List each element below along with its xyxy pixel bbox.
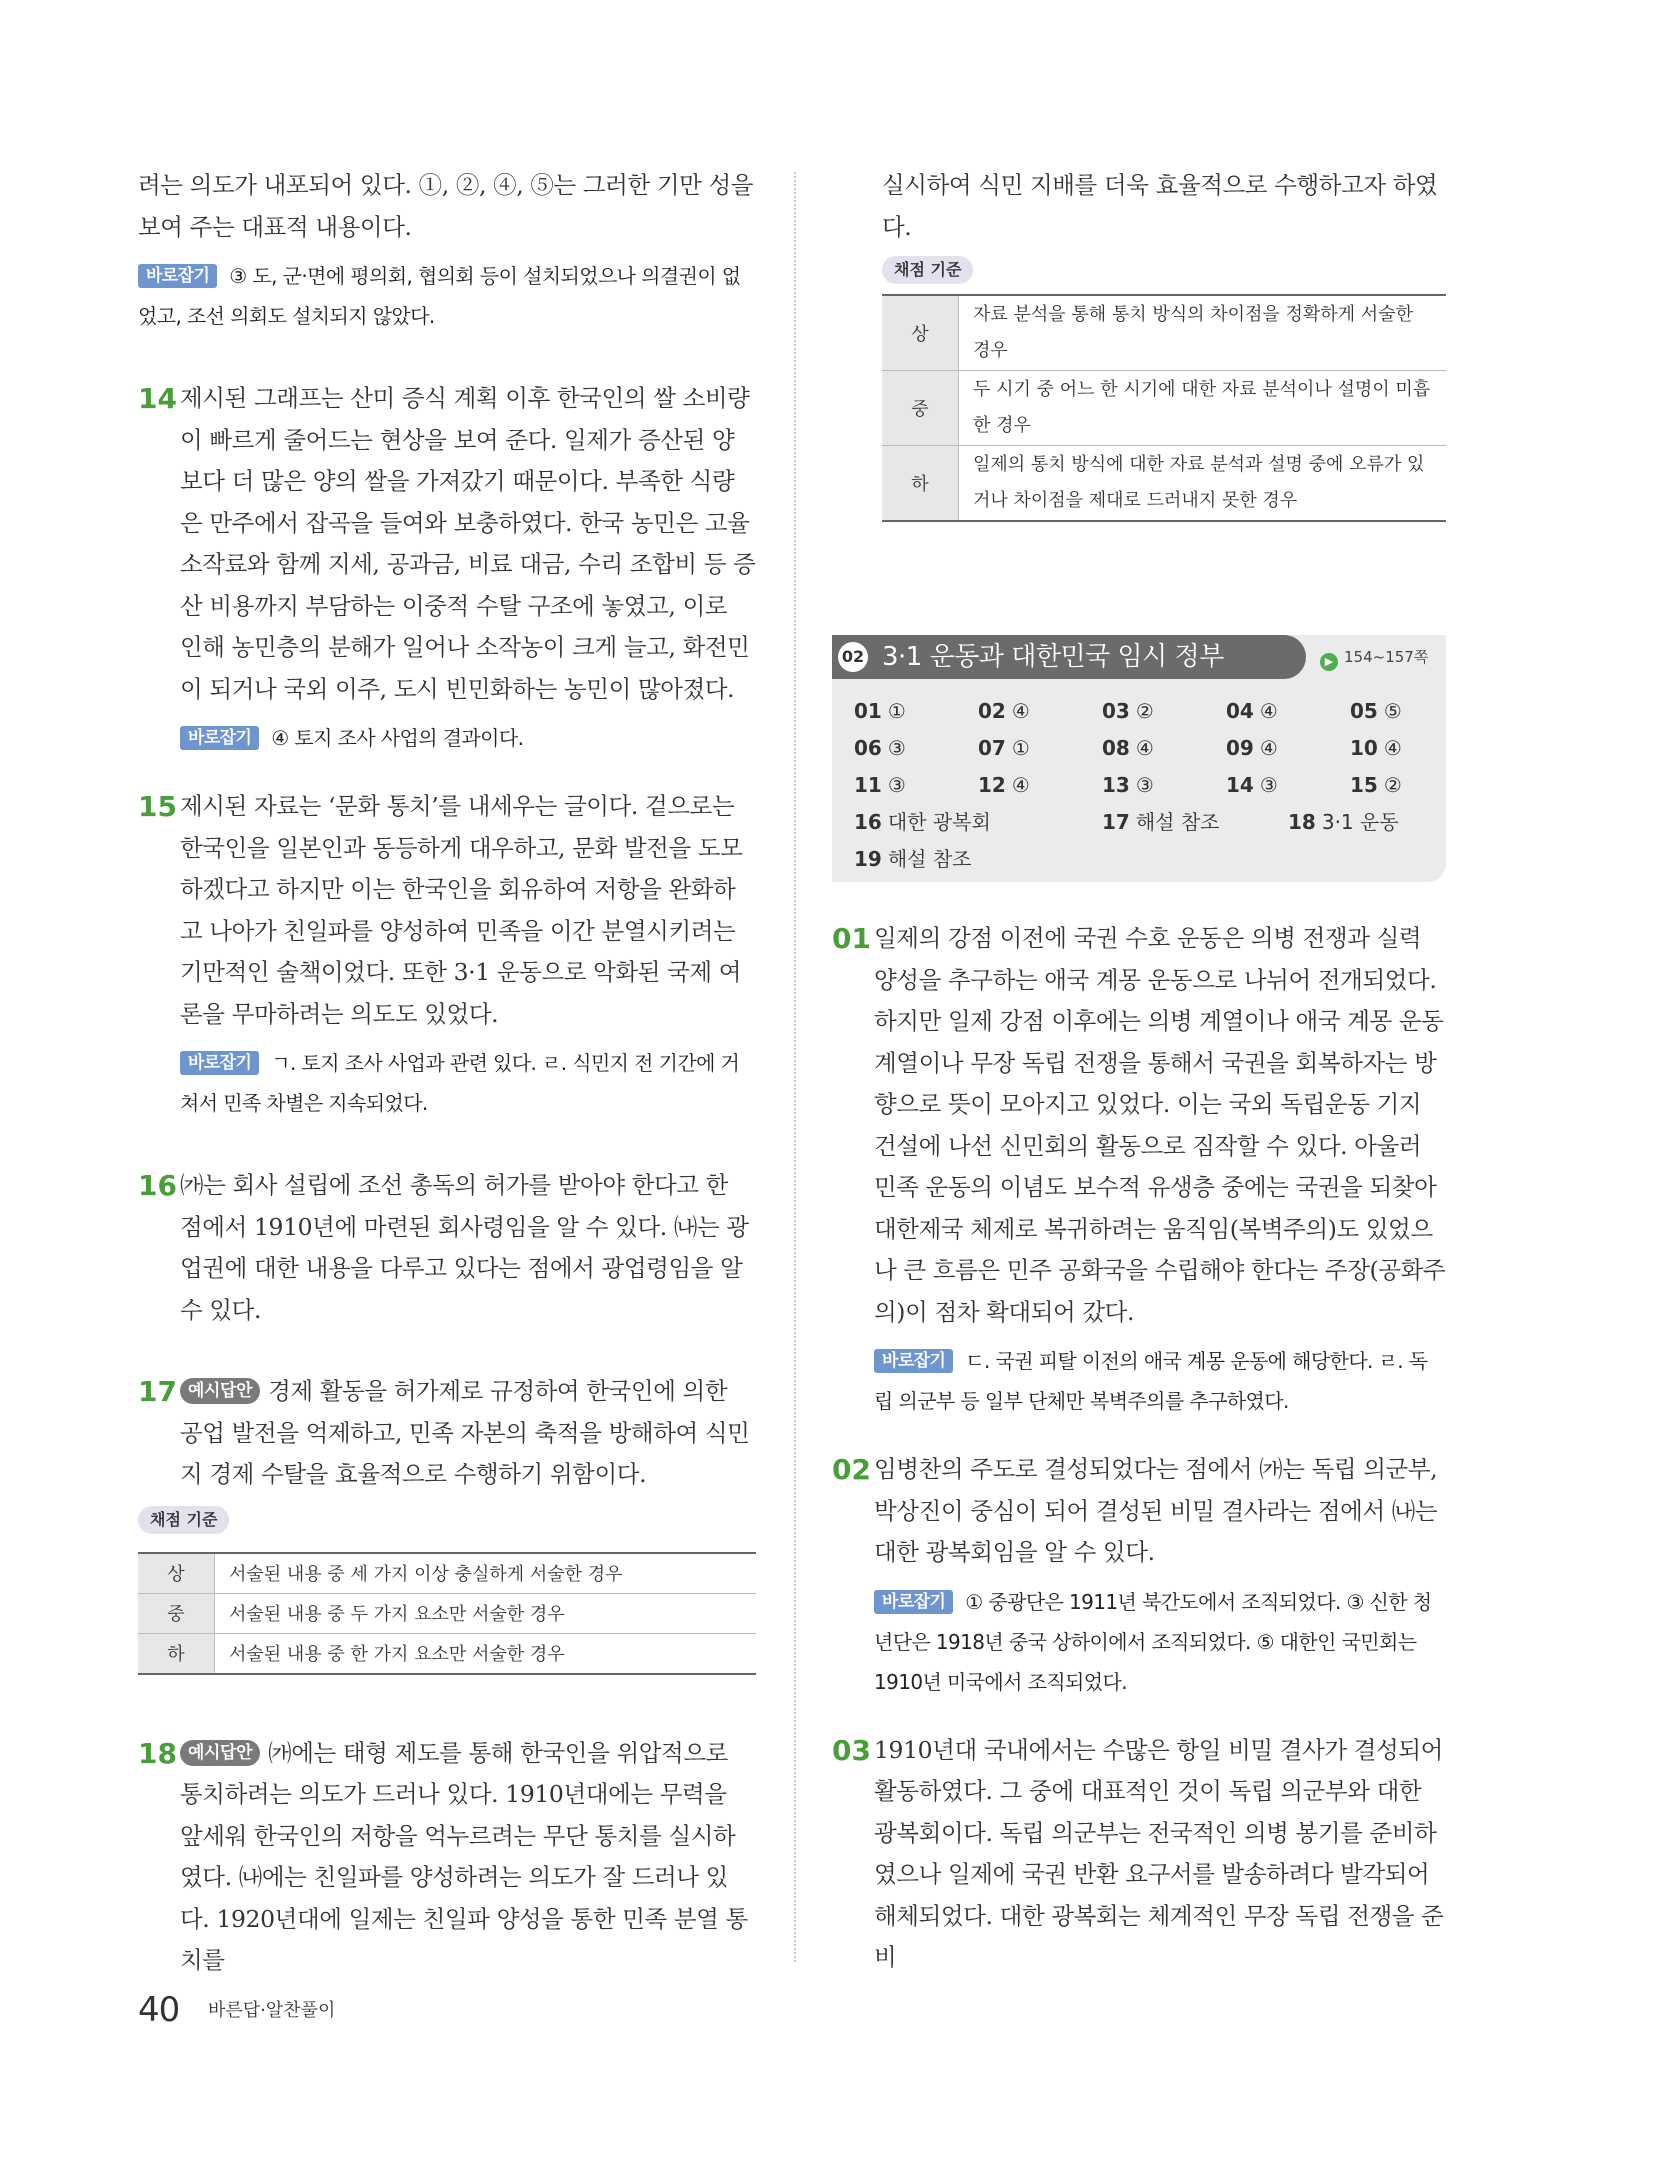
question-text: 제시된 그래프는 산미 증식 계획 이후 한국인의 쌀 소비량이 빠르게 줄어드는 현상을 보여 준다. 일제가 증산된 양보다 더 많은 양의 쌀을 가져갔기 때문이다. 부족한 식량은 만주에서 잡곡을 들여와 보충하였다. 한국 농민은 고율 소작료와 함께 지세, 공과금, 비료 대금, 수리 조합비 등 증산 비용까지 부담하는 이중적 수탈 구조에 놓였고, 이로 인해 농민층의 분해가 일어나 소작농이 크게 늘고, 화전민이 되거나 국외 이주, 도시 빈민화하는 농민이 많아졌다. <box>180 384 756 703</box>
answer-item: 09 ④ <box>1226 736 1278 760</box>
question-text: 임병찬의 주도로 결성되었다는 점에서 ㈎는 독립 의군부, 박상진이 중심이 되어 결성된 비밀 결사라는 점에서 ㈏는 대한 광복회임을 알 수 있다. <box>874 1455 1438 1566</box>
question-number: 02 <box>832 1453 871 1486</box>
criteria-desc: 두 시기 중 어느 한 시기에 대한 자료 분석이나 설명이 미흡한 경우 <box>959 371 1447 446</box>
question-text: ㈎는 회사 설립에 조선 총독의 허가를 받아야 한다고 한 점에서 1910년에 마련된 회사령임을 알 수 있다. ㈏는 광업권에 대한 내용을 다루고 있다는 점에서 광업령임을 알 수 있다. <box>180 1171 749 1324</box>
question-correction <box>832 1582 1446 1702</box>
answer-item: 18 3·1 운동 <box>1288 810 1399 834</box>
criteria-desc: 서술된 내용 중 두 가지 요소만 서술한 경우 <box>215 1593 757 1633</box>
left-column <box>138 165 756 1982</box>
answer-item: 04 ④ <box>1226 699 1278 723</box>
criteria-desc: 서술된 내용 중 세 가지 이상 충실하게 서술한 경우 <box>215 1553 757 1594</box>
question-18 <box>138 1733 756 1982</box>
correction-text: ④ 토지 조사 사업의 결과이다. <box>271 726 524 750</box>
question-number: 01 <box>832 922 871 955</box>
question-number: 15 <box>138 790 177 823</box>
question-number: 14 <box>138 382 177 415</box>
answer-item: 16 대한 광복회 <box>854 810 991 834</box>
correction-text: ③ 도, 군·면에 평의회, 협의회 등이 설치되었으나 의결권이 없었고, 조선 의회도 설치되지 않았다. <box>138 264 741 328</box>
correction-tag: 바로잡기 <box>874 1349 953 1373</box>
answer-item: 02 ④ <box>978 699 1030 723</box>
criteria-block <box>138 1506 756 1675</box>
correction-tag: 바로잡기 <box>138 264 217 288</box>
answer-item: 12 ④ <box>978 773 1030 797</box>
page-reference-icon: ▶ <box>1320 653 1338 671</box>
section-title: 3·1 운동과 대한민국 임시 정부 <box>882 642 1224 672</box>
answer-item: 08 ④ <box>1102 736 1154 760</box>
question-text: 제시된 자료는 ‘문화 통치’를 내세우는 글이다. 겉으로는 한국인을 일본인과 동등하게 대우하고, 문화 발전을 도모하겠다고 하지만 이는 한국인을 회유하여 저항을 완화하고 나아가 친일파를 양성하여 민족을 이간 분열시키려는 기만적인 술책이었다. 또한 3·1 운동으로 악화된 국제 여론을 무마하려는 의도도 있었다. <box>180 792 743 1028</box>
criteria-grade: 하 <box>882 446 959 522</box>
criteria-row <box>882 446 1446 522</box>
answer-item: 06 ③ <box>854 736 906 760</box>
criteria-grade: 중 <box>882 371 959 446</box>
question-correction <box>138 1043 756 1123</box>
question-03 <box>832 1730 1446 1979</box>
answer-item: 17 해설 참조 <box>1102 810 1220 834</box>
question-16 <box>138 1165 756 1331</box>
question-text-body: ㈎에는 태형 제도를 통해 한국인을 위압적으로 통치하려는 의도가 드러나 있다. 1910년대에는 무력을 앞세워 한국인의 저항을 억누르려는 무단 통치를 실시하였다. ㈏에는 친일파를 양성하려는 의도가 잘 드러나 있다. 1920년대에 일제는 친일파 양성을 통한 민족 분열 통치를 <box>180 1738 748 1974</box>
criteria-row <box>882 371 1446 446</box>
question-text-body: 경제 활동을 허가제로 규정하여 한국인에 의한 공업 발전을 억제하고, 민족 자본의 축적을 방해하여 식민지 경제 수탈을 효율적으로 수행하기 위함이다. <box>180 1377 750 1488</box>
answer-item: 03 ② <box>1102 699 1154 723</box>
section-header <box>832 635 1306 679</box>
criteria-desc: 일제의 통치 방식에 대한 자료 분석과 설명 중에 오류가 있거나 차이점을 제대로 드러내지 못한 경우 <box>959 446 1447 522</box>
footer-title: 바른답·알찬풀이 <box>208 2000 336 2021</box>
answer-item: 07 ① <box>978 736 1030 760</box>
answer-item: 14 ③ <box>1226 773 1278 797</box>
section-number: 02 <box>838 642 868 672</box>
question-number: 03 <box>832 1733 871 1767</box>
section-pages-text: 154~157쪽 <box>1344 648 1429 666</box>
answer-item: 15 ② <box>1350 773 1402 797</box>
intro-correction <box>138 256 756 336</box>
continued-text: 실시하여 식민 지배를 더욱 효율적으로 수행하고자 하였다. <box>882 171 1438 241</box>
criteria-grade: 상 <box>882 295 959 371</box>
question-number: 17 <box>138 1375 177 1408</box>
correction-text: ㄷ. 국권 피탈 이전의 애국 계몽 운동에 해당한다. ㄹ. 독립 의군부 등 일부 단체만 복벽주의를 추구하였다. <box>874 1349 1428 1413</box>
question-text <box>138 1371 756 1496</box>
criteria-grade: 상 <box>138 1553 215 1594</box>
answer-item: 10 ④ <box>1350 736 1402 760</box>
question-01 <box>832 918 1446 1421</box>
example-answer-tag: 예시답안 <box>180 1740 260 1766</box>
page-number: 40 <box>138 1990 180 2030</box>
question-14 <box>138 378 756 758</box>
correction-tag: 바로잡기 <box>180 1051 259 1075</box>
answer-item: 11 ③ <box>854 773 906 797</box>
question-number: 18 <box>138 1736 177 1770</box>
question-text: 일제의 강점 이전에 국권 수호 운동은 의병 전쟁과 실력 양성을 추구하는 애국 계몽 운동으로 나뉘어 전개되었다. 하지만 일제 강점 이후에는 의병 계열이나 애국 계몽 운동 계열이나 무장 독립 전쟁을 통해서 국권을 회복하자는 방향으로 뜻이 모아지고 있었다. 이는 국외 독립운동 기지 건설에 나선 신민회의 활동으로 짐작할 수 있다. 아울러 민족 운동의 이념도 보수적 유생층 중에는 국권을 되찾아 대한제국 체제로 복귀하려는 움직임(복벽주의)도 있었으나 큰 흐름은 민주 공화국을 수립해야 한다는 주장(공화주의)이 점차 확대되어 갔다. <box>874 924 1446 1326</box>
criteria-block <box>832 256 1446 522</box>
right-column <box>832 165 1446 1971</box>
criteria-tag: 채점 기준 <box>882 256 973 284</box>
correction-text: ㄱ. 토지 조사 사업과 관련 있다. ㄹ. 식민지 전 기간에 거쳐서 민족 차별은 지속되었다. <box>180 1051 740 1115</box>
intro-paragraph: 려는 의도가 내포되어 있다. ①, ②, ④, ⑤는 그러한 기만 성을 보여 주는 대표적 내용이다. <box>138 171 754 241</box>
section-pages <box>1320 643 1428 671</box>
criteria-desc: 자료 분석을 통해 통치 방식의 차이점을 정확하게 서술한 경우 <box>959 295 1447 371</box>
criteria-row <box>138 1553 756 1594</box>
correction-tag: 바로잡기 <box>874 1590 953 1614</box>
question-15 <box>138 786 756 1123</box>
criteria-table <box>138 1552 756 1675</box>
answer-item: 05 ⑤ <box>1350 699 1402 723</box>
correction-text: ① 중광단은 1911년 북간도에서 조직되었다. ③ 신한 청년단은 1918년 중국 상하이에서 조직되었다. ⑤ 대한인 국민회는 1910년 미국에서 조직되었다. <box>874 1589 1432 1694</box>
question-correction <box>832 1341 1446 1421</box>
criteria-row <box>882 295 1446 371</box>
answer-key-box <box>832 635 1446 882</box>
question-number: 16 <box>138 1169 177 1202</box>
column-divider <box>794 172 796 1962</box>
criteria-table <box>882 294 1446 522</box>
criteria-desc: 서술된 내용 중 한 가지 요소만 서술한 경우 <box>215 1633 757 1674</box>
correction-tag: 바로잡기 <box>180 726 259 750</box>
example-answer-tag: 예시답안 <box>180 1378 260 1404</box>
answer-item: 01 ① <box>854 699 906 723</box>
question-text <box>138 1733 756 1982</box>
right-questions <box>832 918 1446 1979</box>
criteria-grade: 중 <box>138 1593 215 1633</box>
answer-item: 13 ③ <box>1102 773 1154 797</box>
answer-item: 19 해설 참조 <box>854 847 972 871</box>
question-text: 1910년대 국내에서는 수많은 항일 비밀 결사가 결성되어 활동하였다. 그 중에 대표적인 것이 독립 의군부와 대한 광복회이다. 독립 의군부는 전국적인 의병 봉기를 준비하였으나 일제에 국권 반환 요구서를 발송하려다 발각되어 해체되었다. 대한 광복회는 체계적인 무장 독립 전쟁을 준비 <box>874 1735 1444 1971</box>
question-17 <box>138 1371 756 1675</box>
question-02 <box>832 1449 1446 1702</box>
criteria-row <box>138 1633 756 1674</box>
question-correction <box>138 718 756 758</box>
criteria-grade: 하 <box>138 1633 215 1674</box>
criteria-row <box>138 1593 756 1633</box>
criteria-tag: 채점 기준 <box>138 1506 229 1534</box>
